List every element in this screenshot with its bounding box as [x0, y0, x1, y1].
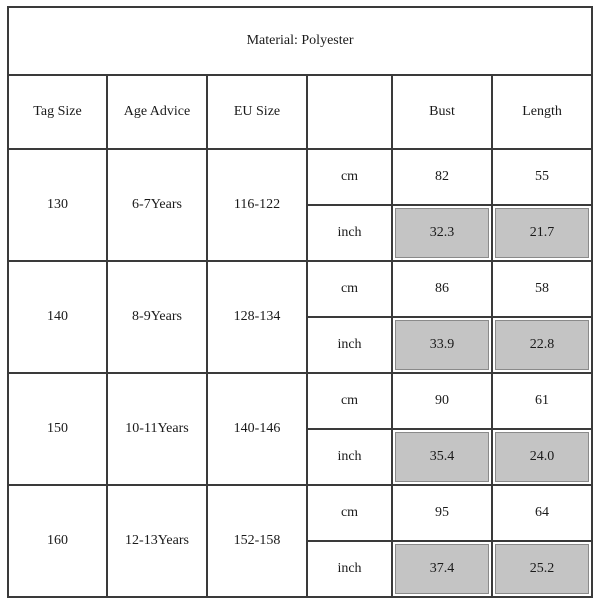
header-row: [8, 75, 592, 149]
unit-cell: inch: [307, 429, 392, 485]
length-cell-shaded: [492, 205, 592, 261]
tag-size-cell: 150: [8, 373, 107, 485]
tag-size-cell: 130: [8, 149, 107, 261]
eu-size-cell: 140-146: [207, 373, 307, 485]
length-cell-shaded: [492, 429, 592, 485]
bust-value: 32.3: [395, 208, 489, 258]
age-advice-cell: 12-13Years: [107, 485, 207, 597]
tag-size-cell: 160: [8, 485, 107, 597]
header-age-advice: Age Advice: [107, 75, 207, 149]
length-value: 25.2: [495, 544, 589, 594]
bust-cell-shaded: [392, 429, 492, 485]
eu-size-cell: 128-134: [207, 261, 307, 373]
length-cell: 55: [492, 149, 592, 205]
unit-cell: cm: [307, 149, 392, 205]
bust-cell: 90: [392, 373, 492, 429]
length-cell: 58: [492, 261, 592, 317]
age-advice-cell: 6-7Years: [107, 149, 207, 261]
unit-cell: inch: [307, 205, 392, 261]
title-row: [8, 7, 592, 75]
table-title: Material: Polyester: [8, 7, 592, 75]
header-unit: [307, 75, 392, 149]
unit-cell: cm: [307, 261, 392, 317]
unit-cell: cm: [307, 373, 392, 429]
length-value: 22.8: [495, 320, 589, 370]
bust-value: 35.4: [395, 432, 489, 482]
table-row: [8, 373, 592, 429]
bust-cell: 86: [392, 261, 492, 317]
bust-cell: 82: [392, 149, 492, 205]
unit-cell: inch: [307, 317, 392, 373]
bust-cell-shaded: [392, 317, 492, 373]
length-cell-shaded: [492, 317, 592, 373]
length-cell-shaded: [492, 541, 592, 597]
eu-size-cell: 152-158: [207, 485, 307, 597]
length-cell: 61: [492, 373, 592, 429]
bust-cell-shaded: [392, 541, 492, 597]
table-row: [8, 149, 592, 205]
eu-size-cell: 116-122: [207, 149, 307, 261]
unit-cell: cm: [307, 485, 392, 541]
header-length: Length: [492, 75, 592, 149]
header-bust: Bust: [392, 75, 492, 149]
length-cell: 64: [492, 485, 592, 541]
table-row: [8, 485, 592, 541]
bust-value: 33.9: [395, 320, 489, 370]
age-advice-cell: 10-11Years: [107, 373, 207, 485]
bust-cell: 95: [392, 485, 492, 541]
tag-size-cell: 140: [8, 261, 107, 373]
length-value: 21.7: [495, 208, 589, 258]
header-eu-size: EU Size: [207, 75, 307, 149]
bust-value: 37.4: [395, 544, 489, 594]
header-tag-size: Tag Size: [8, 75, 107, 149]
unit-cell: inch: [307, 541, 392, 597]
table-row: [8, 261, 592, 317]
size-chart-table: [7, 6, 593, 598]
age-advice-cell: 8-9Years: [107, 261, 207, 373]
bust-cell-shaded: [392, 205, 492, 261]
length-value: 24.0: [495, 432, 589, 482]
